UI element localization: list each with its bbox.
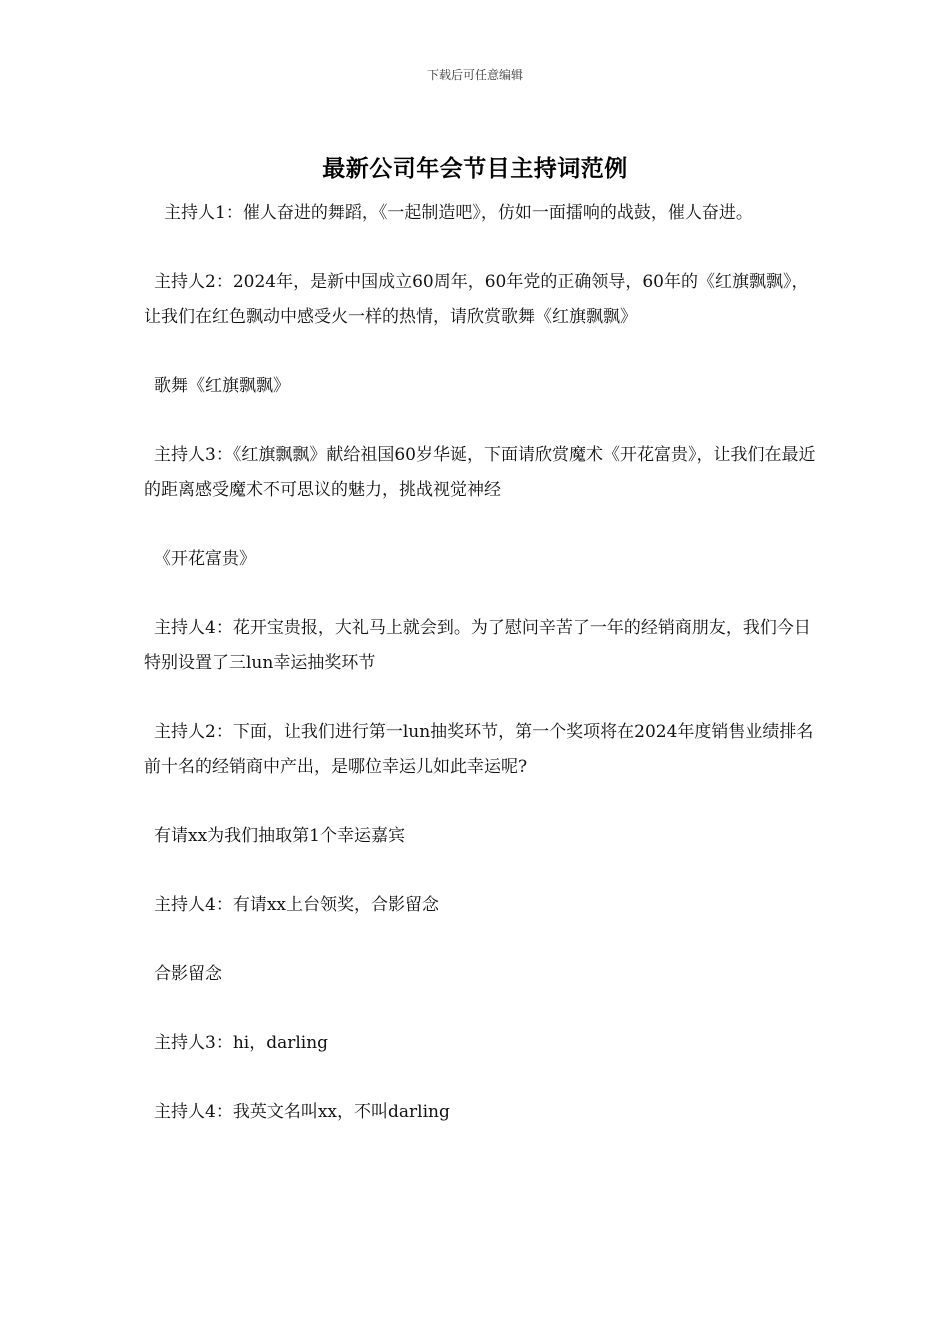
paragraph-host2-anniversary: 主持人2：2024年，是新中国成立60周年，60年党的正确领导，60年的《红旗飘飘》，让我们在红色飘动中感受火一样的热情，请欣赏歌舞《红旗飘飘》 (144, 272, 809, 327)
document-title: 最新公司年会节目主持词范例 (322, 155, 628, 182)
document-body (144, 196, 820, 1164)
paragraph-host3-magic: 主持人3：《红旗飘飘》献给祖国60岁华诞，下面请欣赏魔术《开花富贵》，让我们在最近的距离感受魔术不可思议的魅力，挑战视觉神经 (144, 445, 816, 500)
paragraph-host4-reply: 主持人4：我英文名叫xx，不叫darling (154, 1102, 450, 1122)
paragraph-host4-lottery: 主持人4：花开宝贵报，大礼马上就会到。为了慰问辛苦了一年的经销商朋友，我们今日特别设置了三lun幸运抽奖环节 (144, 618, 811, 673)
paragraph-host1-dance: 主持人1：催人奋进的舞蹈，《一起制造吧》，仿如一面擂响的战鼓，催人奋进。 (164, 203, 753, 223)
paragraph-program-song-dance: 歌舞《红旗飘飘》 (154, 376, 290, 396)
paragraph-host3-greeting: 主持人3：hi，darling (154, 1033, 329, 1053)
paragraph-host2-first-round: 主持人2：下面，让我们进行第一lun抽奖环节，第一个奖项将在2024年度销售业绩排名前十名的经销商中产出，是哪位幸运儿如此幸运呢? (144, 722, 814, 777)
paragraph-group-photo: 合影留念 (154, 964, 222, 984)
paragraph-host4-award: 主持人4：有请xx上台领奖，合影留念 (154, 895, 439, 915)
header-note: 下载后可任意编辑 (426, 68, 523, 82)
paragraph-program-magic: 《开花富贵》 (154, 549, 256, 569)
paragraph-invite-draw: 有请xx为我们抽取第1个幸运嘉宾 (154, 826, 405, 846)
